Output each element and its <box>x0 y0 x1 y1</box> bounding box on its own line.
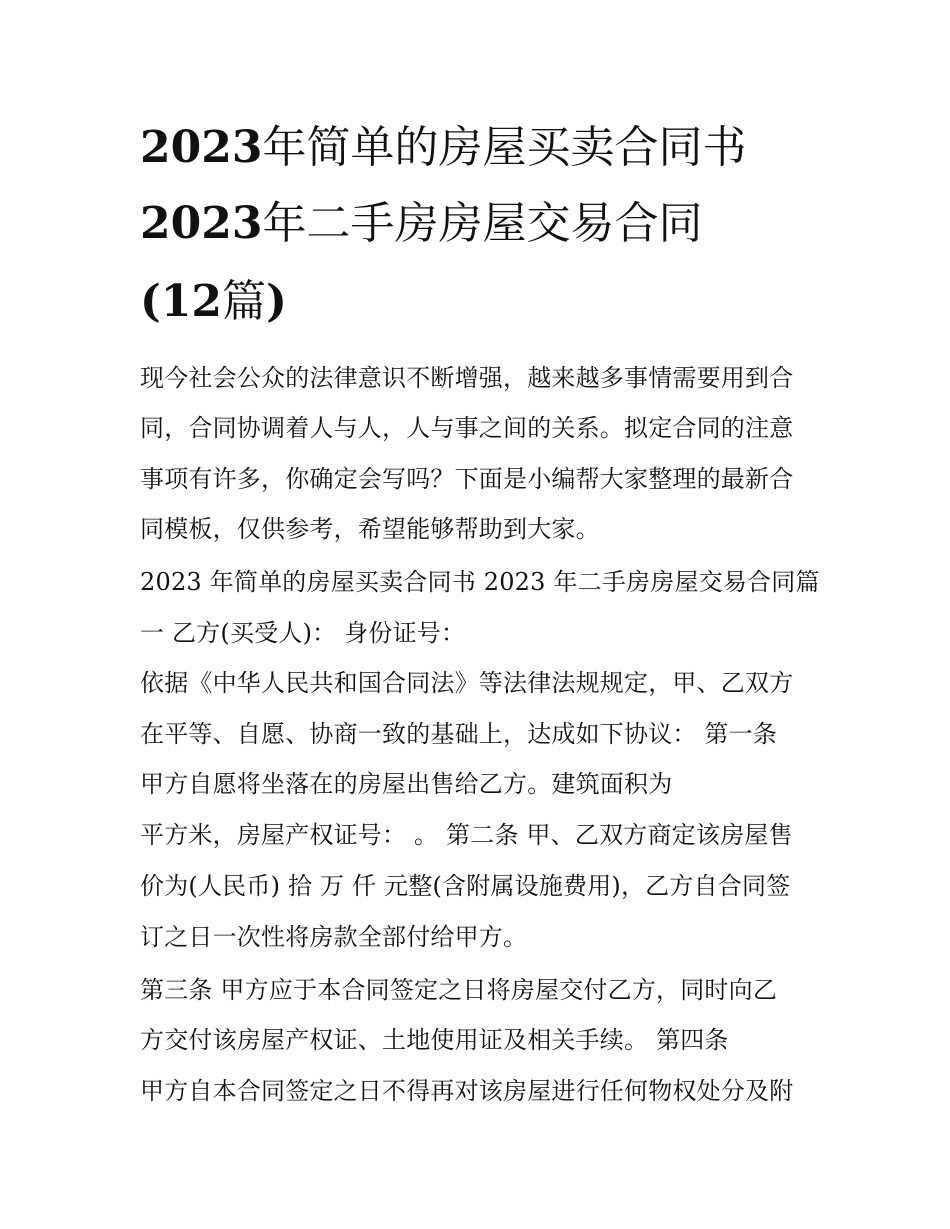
body-line: 2023 年简单的房屋买卖合同书 2023 年二手房房屋交易合同篇 <box>140 568 820 596</box>
title-count-unit: 篇 <box>222 276 267 327</box>
body-line: 依据《中华人民共和国合同法》等法律法规规定，甲、乙双方 <box>140 669 794 697</box>
body-line: 方交付该房屋产权证、土地使用证及相关手续。 第四条 <box>140 1026 729 1054</box>
title-year-2: 2023 <box>140 198 263 249</box>
body-line: 第三条 甲方应于本合同签定之日将房屋交付乙方，同时向乙 <box>140 976 778 1004</box>
body-line: 订之日一次性将房款全部付给甲方。 <box>140 923 528 951</box>
title-count-close: ) <box>266 276 287 327</box>
title-text-1: 年简单的房屋买卖合同书 <box>262 122 747 173</box>
body-line: 甲方自本合同签定之日不得再对该房屋进行任何物权处分及附 <box>140 1077 794 1105</box>
body-line: 在平等、自愿、协商一致的基础上，达成如下协议： 第一条 <box>140 720 778 748</box>
body-line: 事项有许多，你确定会写吗？下面是小编帮大家整理的最新合 <box>140 465 794 493</box>
body-line: 一 乙方(买受人)： 身份证号： <box>140 619 466 647</box>
title-text-2: 年二手房房屋交易合同 <box>262 198 703 249</box>
body-line: 甲方自愿将坐落在的房屋出售给乙方。建筑面积为 <box>140 770 673 798</box>
title-year-1: 2023 <box>140 122 263 173</box>
body-line: 同，合同协调着人与人，人与事之间的关系。拟定合同的注意 <box>140 414 794 442</box>
body-line: 现今社会公众的法律意识不断增强，越来越多事情需要用到合 <box>140 364 794 392</box>
body-line: 价为(人民币) 拾 万 仟 元整(含附属设施费用)，乙方自合同签 <box>140 872 791 900</box>
body-line: 同模板，仅供参考，希望能够帮助到大家。 <box>140 515 600 543</box>
document-title-line-3 <box>140 276 287 328</box>
document-title-line-1 <box>140 122 746 174</box>
document-title-line-2 <box>140 198 702 250</box>
body-line: 平方米，房屋产权证号： 。 第二条 甲、乙双方商定该房屋售 <box>140 821 793 849</box>
title-count-open: (12 <box>140 276 223 327</box>
